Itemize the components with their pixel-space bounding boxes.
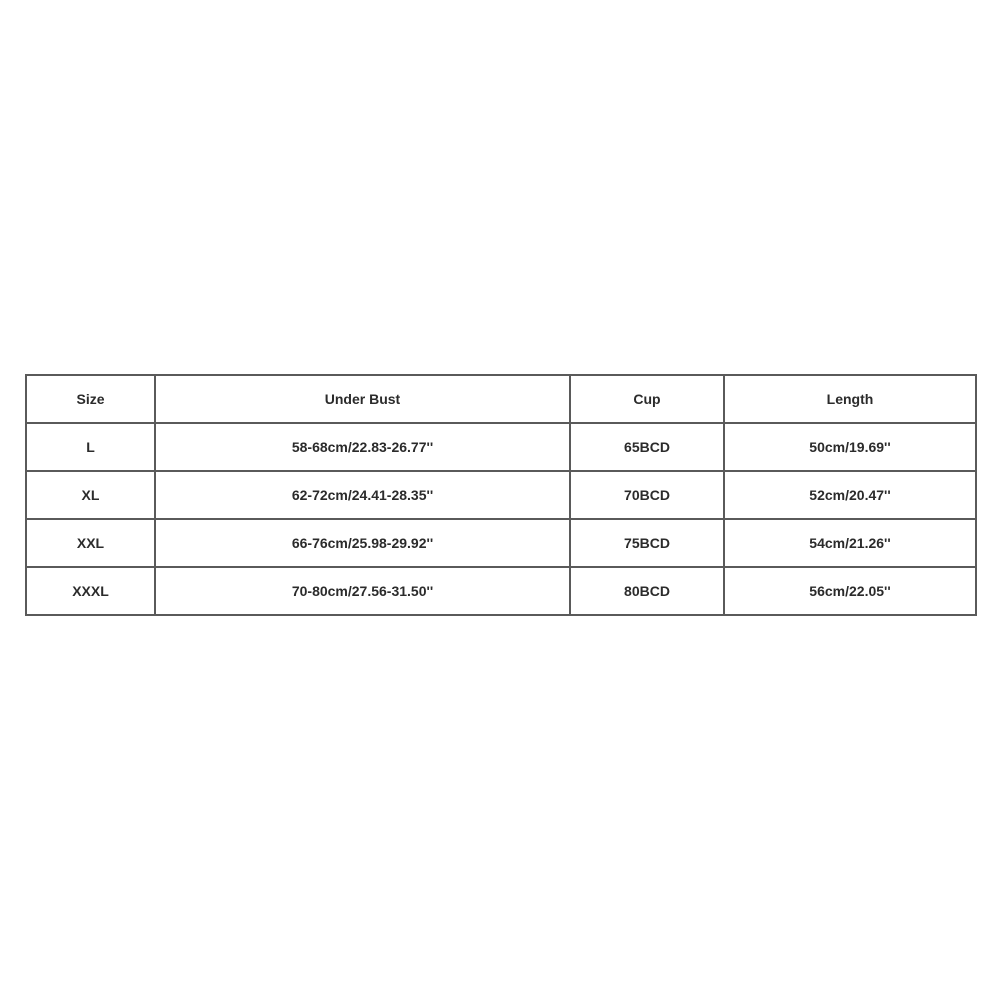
cell-length: 52cm/20.47'': [724, 471, 976, 519]
cell-cup: 70BCD: [570, 471, 724, 519]
cell-size: XL: [26, 471, 155, 519]
cell-cup: 65BCD: [570, 423, 724, 471]
cell-cup: 75BCD: [570, 519, 724, 567]
table-row: [26, 471, 976, 519]
cell-under-bust: 70-80cm/27.56-31.50'': [155, 567, 570, 615]
table-row: [26, 567, 976, 615]
cell-under-bust: 66-76cm/25.98-29.92'': [155, 519, 570, 567]
table-row: [26, 519, 976, 567]
cell-size: L: [26, 423, 155, 471]
header-length: Length: [724, 375, 976, 423]
cell-size: XXXL: [26, 567, 155, 615]
table-row: [26, 423, 976, 471]
cell-under-bust: 58-68cm/22.83-26.77'': [155, 423, 570, 471]
cell-length: 50cm/19.69'': [724, 423, 976, 471]
header-cup: Cup: [570, 375, 724, 423]
cell-cup: 80BCD: [570, 567, 724, 615]
cell-size: XXL: [26, 519, 155, 567]
table-header-row: [26, 375, 976, 423]
header-under-bust: Under Bust: [155, 375, 570, 423]
size-chart-table: [25, 374, 977, 616]
cell-length: 56cm/22.05'': [724, 567, 976, 615]
header-size: Size: [26, 375, 155, 423]
cell-length: 54cm/21.26'': [724, 519, 976, 567]
cell-under-bust: 62-72cm/24.41-28.35'': [155, 471, 570, 519]
